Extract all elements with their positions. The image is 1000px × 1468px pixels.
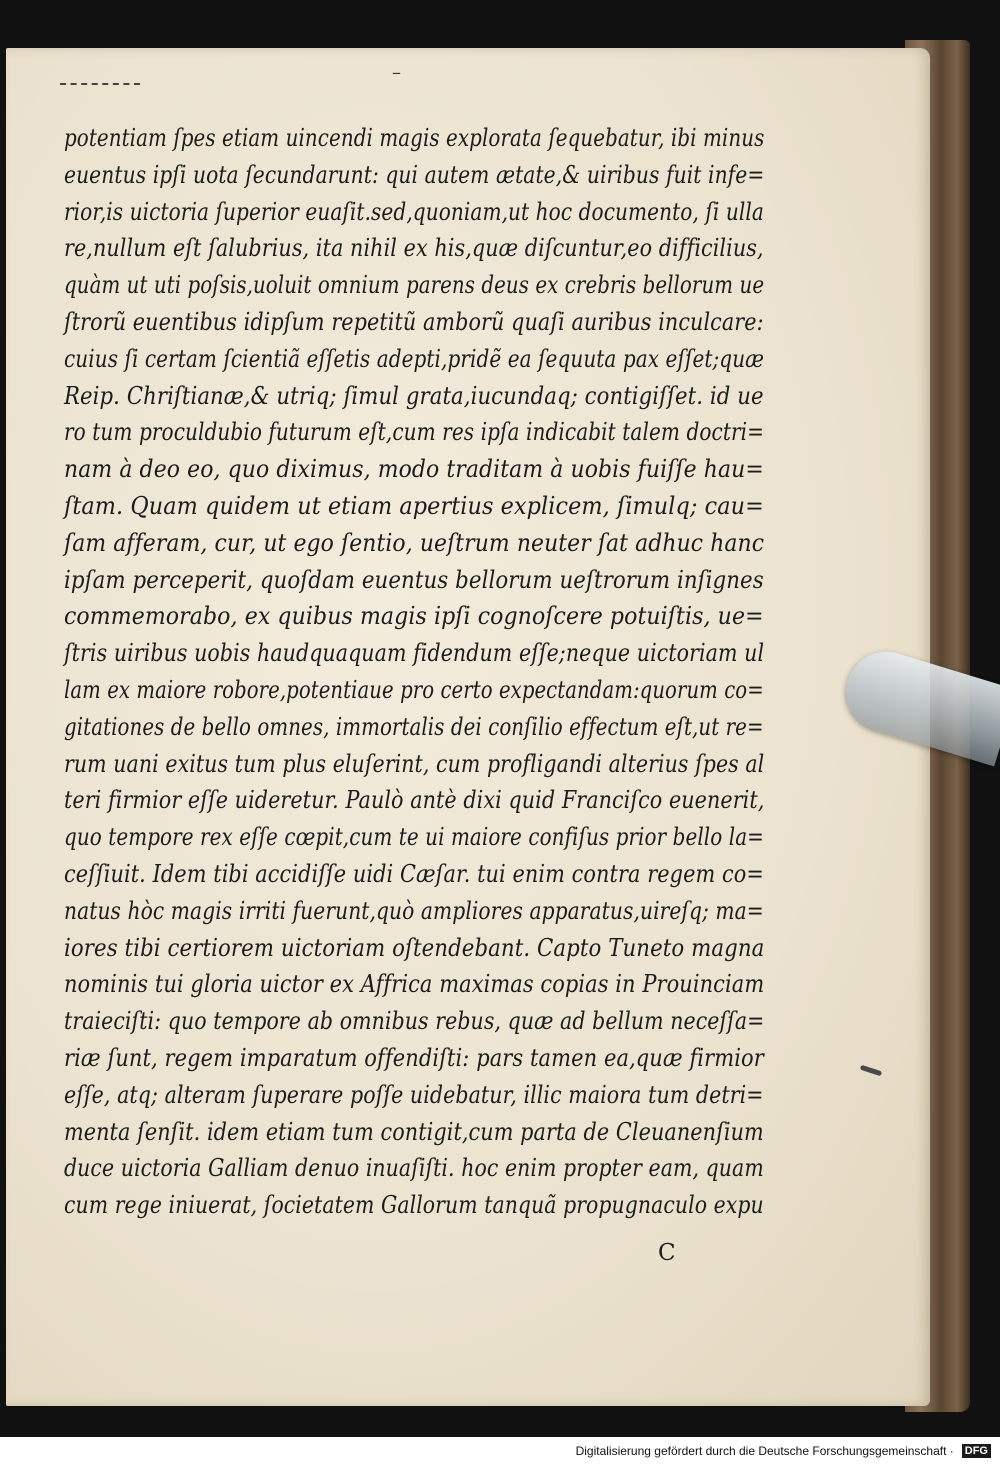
- text-line: ipſam perceperit, quoſdam euentus bellorum ueſtrorum inſignes: [64, 565, 764, 594]
- text-line: commemorabo, ex quibus magis ipſi cognoſcere potuiſtis, ue=: [64, 602, 764, 631]
- text-line: ſtam. Quam quidem ut etiam apertius explicem, ſimulq; cau=: [64, 492, 764, 520]
- text-line: rior,is uictoria ſuperior euaſit.sed,quoniam,ut hoc documento, ſi ulla: [64, 197, 764, 226]
- text-line: duce uictoria Galliam denuo inuaſiſti. hoc enim propter eam, quam: [64, 1154, 764, 1183]
- top-mark: –: [392, 62, 401, 83]
- signature-mark: C: [658, 1240, 676, 1266]
- text-line: potentiam ſpes etiam uincendi magis explorata ſequebatur, ibi minus: [64, 124, 765, 152]
- text-line: natus hòc magis irriti fuerunt,quò ampliores apparatus,uireſq; ma=: [64, 896, 764, 925]
- text-line: gitationes de bello omnes, immortalis dei conſilio effectum eſt,ut re=: [64, 712, 764, 741]
- header-rule: [60, 83, 140, 85]
- text-line: traieciſti: quo tempore ab omnibus rebus, quæ ad bellum neceſſa=: [64, 1007, 765, 1036]
- text-line: ſtrorũ euentibus idipſum repetitũ amborũ quaſi auribus inculcare:: [64, 308, 764, 336]
- text-line: ceſſiuit. Idem tibi accidiſſe uidi Cæſar. tui enim contra regem co=: [64, 860, 764, 888]
- text-line: riæ ſunt, regem imparatum offendiſti: pars tamen ea,quæ firmior: [64, 1044, 764, 1072]
- footer-credit: Digitalisierung gefördert durch die Deutsche Forschungsgemeinschaft ·: [573, 1443, 957, 1459]
- text-line: nam à deo eo, quo diximus, modo traditam à uobis fuiſſe hau=: [64, 455, 764, 484]
- text-line: lam ex maiore robore,potentiaue pro certo expectandam:quorum co=: [64, 676, 764, 704]
- text-line: menta ſenſit. idem etiam tum contigit,cum parta de Cleuanenſium: [64, 1117, 764, 1146]
- text-line: rum uani exitus tum plus eluſerint, cum profligandi alterius ſpes al: [64, 749, 765, 778]
- text-line: eſſe, atq; alteram ſuperare poſſe uidebatur, illic maiora tum detri=: [64, 1080, 764, 1109]
- text-line: re,nullum eſt ſalubrius, ita nihil ex his,quæ diſcuntur,eo difficilius,: [64, 234, 764, 263]
- text-line: euentus ipſi uota ſecundarunt: qui autem ætate,& uiribus fuit infe=: [64, 160, 765, 189]
- text-line: ſam afferam, cur, ut ego ſentio, ueſtrum neuter ſat adhuc hanc: [64, 528, 765, 557]
- text-line: nominis tui gloria uictor ex Affrica maximas copias in Prouinciam: [64, 970, 765, 999]
- text-line: teri firmior eſſe uideretur. Paulò antè dixi quid Franciſco euenerit,: [64, 786, 765, 815]
- text-line: iores tibi certiorem uictoriam oſtendebant. Capto Tuneto magna: [64, 933, 765, 962]
- text-line: quo tempore rex eſſe cœpit,cum te ui maiore confiſus prior bello la=: [64, 823, 764, 852]
- dfg-logo: DFG: [961, 1443, 992, 1459]
- text-line: ſtris uiribus uobis haudquaquam fidendum eſſe;neque uictoriam ul: [64, 639, 765, 668]
- text-line: cuius ſi certam ſcientiã eſſetis adepti,pridẽ ea ſequuta pax eſſet;quæ: [64, 344, 765, 373]
- text-line: Reip. Chriſtianæ,& utriq; ſimul grata,iucundaq; contigiſſet. id ue: [64, 381, 764, 410]
- footer: [573, 1441, 992, 1461]
- text-line: cum rege iniuerat, ſocietatem Gallorum tanquã propugnaculo expu: [64, 1191, 764, 1220]
- text-line: quàm ut uti poſsis,uoluit omnium parens deus ex crebris bellorum ue: [64, 271, 765, 300]
- text-line: ro tum proculdubio futurum eſt,cum res ipſa indicabit talem doctri=: [64, 418, 765, 447]
